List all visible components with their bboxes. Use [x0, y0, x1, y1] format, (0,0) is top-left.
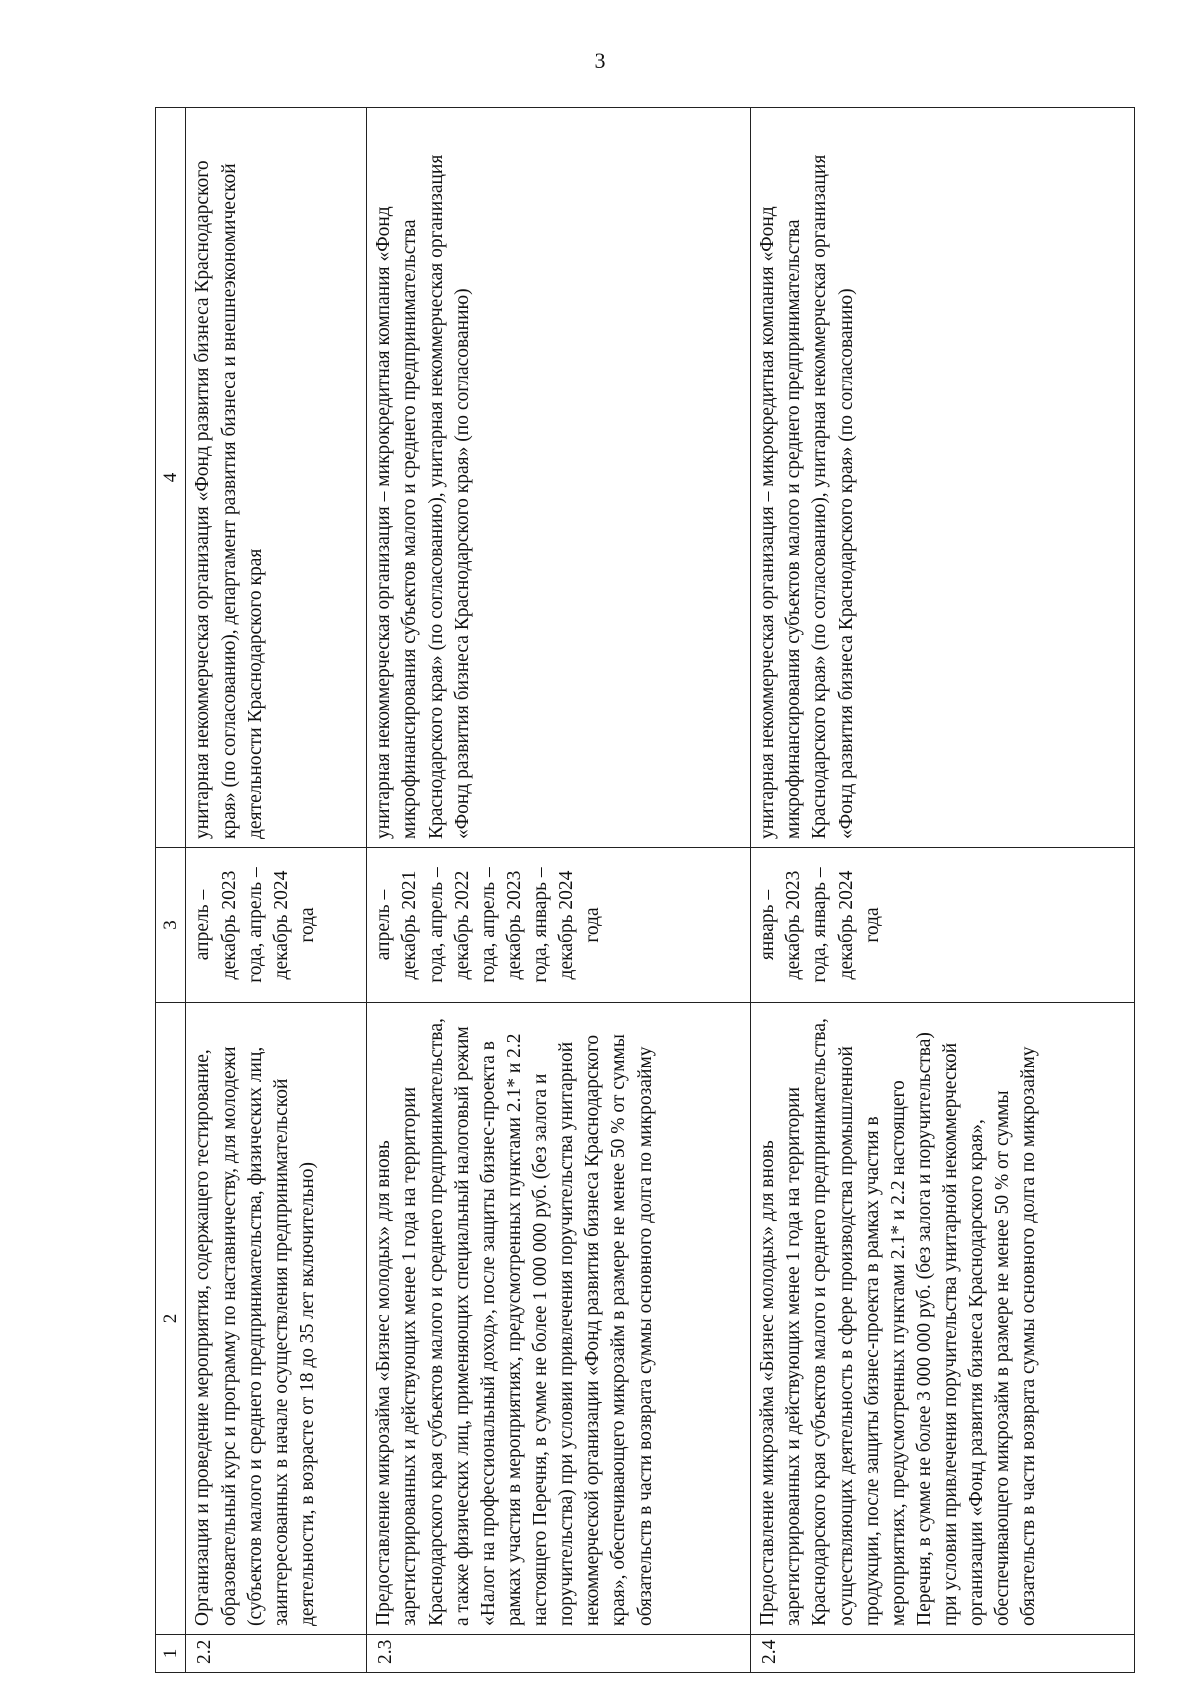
row-responsible: унитарная некоммерческая организация – микрокредитная компания «Фонд микрофинансирования субъектов малого и среднего предпринимательства Краснодарского края» (по согласованию), унитарная некоммерческая организация «Фонд развития бизнеса Краснодарского края» (по согласованию) [367, 108, 751, 848]
measures-table [155, 107, 1135, 1673]
table-row [186, 108, 367, 1673]
table-header-row [156, 108, 186, 1673]
row-period: апрель – декабрь 2021 года, апрель – декабрь 2022 года, апрель – декабрь 2023 года, январь – декабрь 2024 года [367, 848, 751, 1003]
row-description: Организация и проведение мероприятия, содержащего тестирование, образовательный курс и программу по наставничеству, для молодежи (субъектов малого и среднего предпринимательства, физических лиц, заинтересованных в начале осуществления предпринимательской деятельности, в возрасте от 18 до 35 лет включительно) [186, 1003, 367, 1635]
row-number: 2.2 [186, 1635, 367, 1673]
table-row [751, 108, 1135, 1673]
column-header: 2 [156, 1003, 186, 1635]
row-description: Предоставление микрозайма «Бизнес молодых» для вновь зарегистрированных и действующих менее 1 года на территории Краснодарского края субъектов малого и среднего предпринимательства, осуществляющих деятельность в сфере производства промышленной продукции, после защиты бизнес-проекта в рамках участия в мероприятиях, предусмотренных пунктами 2.1* и 2.2 настоящего Перечня, в сумме не более 3 000 000 руб. (без залога и поручительства) при условии привлечения поручительства унитарной некоммерческой организации «Фонд развития бизнеса Краснодарского края», обеспечивающего микрозайм в размере не менее 50 % от суммы обязательств в части возврата суммы основного долга по микрозайму [751, 1003, 1135, 1635]
row-description: Предоставление микрозайма «Бизнес молодых» для вновь зарегистрированных и действующих менее 1 года на территории Краснодарского края субъектов малого и среднего предпринимательства, а также физических лиц, применяющих специальный налоговый режим «Налог на профессиональный доход», после защиты бизнес-проекта в рамках участия в мероприятиях, предусмотренных пунктами 2.1* и 2.2 настоящего Перечня, в сумме не более 1 000 000 руб. (без залога и поручительства) при условии привлечения поручительства унитарной некоммерческой организации «Фонд развития бизнеса Краснодарского края», обеспечивающего микрозайм в размере не менее 50 % от суммы обязательств в части возврата суммы основного долга по микрозайму [367, 1003, 751, 1635]
row-period: апрель – декабрь 2023 года, апрель – декабрь 2024 года [186, 848, 367, 1003]
column-header: 3 [156, 848, 186, 1003]
page-number: 3 [594, 48, 606, 73]
row-number: 2.3 [367, 1635, 751, 1673]
column-header: 1 [156, 1635, 186, 1673]
column-header: 4 [156, 108, 186, 848]
row-responsible: унитарная некоммерческая организация «Фонд развития бизнеса Краснодарского края» (по согласованию), департамент развития бизнеса и внешнеэкономической деятельности Краснодарского края [186, 108, 367, 848]
table-row [367, 108, 751, 1673]
row-period: январь – декабрь 2023 года, январь – декабрь 2024 года [751, 848, 1135, 1003]
row-responsible: унитарная некоммерческая организация – микрокредитная компания «Фонд микрофинансирования субъектов малого и среднего предпринимательства Краснодарского края» (по согласованию), унитарная некоммерческая организация «Фонд развития бизнеса Краснодарского края» (по согласованию) [751, 108, 1135, 848]
row-number: 2.4 [751, 1635, 1135, 1673]
rotated-table-container [155, 108, 1135, 1673]
